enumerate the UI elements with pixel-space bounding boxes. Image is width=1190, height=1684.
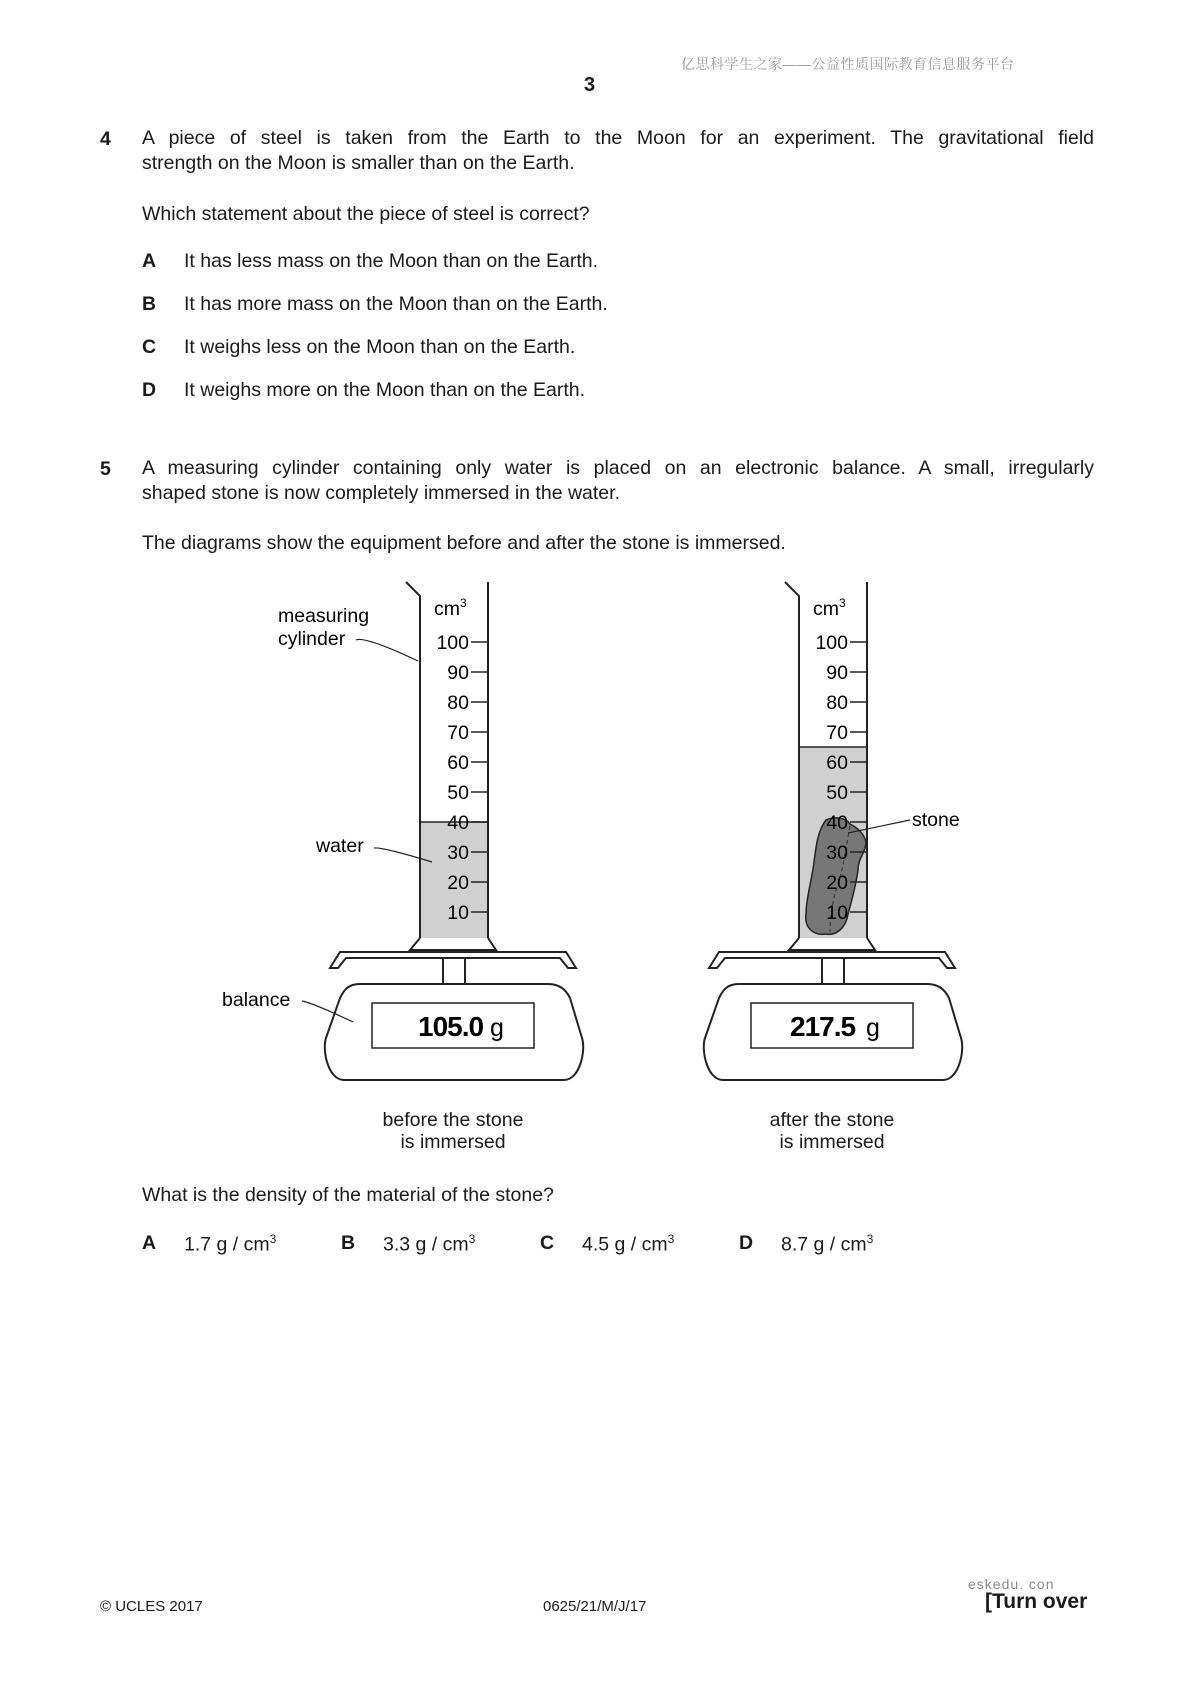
q4-option-b-letter: B xyxy=(142,293,157,315)
after-scale-label: 90 xyxy=(826,662,848,684)
question-4-number: 4 xyxy=(100,128,111,150)
q4-option-d-letter: D xyxy=(142,379,157,401)
after-scale-label: 70 xyxy=(826,722,848,744)
balance-before xyxy=(325,952,583,1080)
after-scale-label: 100 xyxy=(815,632,848,654)
q5-option-b-value: 3.3 g / $cm^3$ xyxy=(383,1232,476,1256)
label-water: water xyxy=(316,835,364,857)
label-balance: balance xyxy=(222,989,291,1011)
question-4-prompt: Which statement about the piece of steel is correct? xyxy=(142,203,590,225)
caption-before xyxy=(343,1109,563,1153)
header-watermark-text: 亿思科学生之家——公益性质国际教育信息服务平台 xyxy=(681,56,1015,72)
caption-after-line1: after the stone xyxy=(769,1109,895,1131)
q5-option-d-letter: D xyxy=(739,1232,754,1254)
q5-option-a-value: 1.7 g / $cm^3$ xyxy=(184,1232,277,1256)
q5-option-c-value: 4.5 g / $cm^3$ xyxy=(582,1232,675,1256)
after-scale-label: 80 xyxy=(826,692,848,714)
before-scale-label: 20 xyxy=(447,872,469,894)
before-scale-label: 90 xyxy=(447,662,469,684)
footer-paper-code: 0625/21/M/J/17 xyxy=(543,1598,647,1615)
before-scale-label: 70 xyxy=(447,722,469,744)
caption-before-line1: before the stone xyxy=(382,1109,524,1131)
q5-option-b-letter: B xyxy=(341,1232,356,1254)
footer-watermark: eskedu. con xyxy=(968,1576,1055,1592)
after-scale-label: 30 xyxy=(826,842,848,864)
balance-after-stem xyxy=(822,958,844,984)
before-scale-label: 40 xyxy=(447,812,469,834)
label-stone: stone xyxy=(912,809,960,831)
before-scale-label: 100 xyxy=(436,632,469,654)
footer-copyright: © UCLES 2017 xyxy=(100,1598,203,1615)
after-scale-label: 50 xyxy=(826,782,848,804)
unit-label-after: $cm^3$ xyxy=(813,596,846,620)
balance-after-unit: g xyxy=(866,1014,880,1042)
question-5-number: 5 xyxy=(100,458,111,480)
q4-option-c-text: It weighs less on the Moon than on the Earth. xyxy=(184,336,576,358)
caption-after-line2: is immersed xyxy=(779,1131,885,1153)
question-5-stem-line1: A measuring cylinder containing only water is placed on an electronic balance. A small, irregularly xyxy=(142,457,1094,479)
before-scale-label: 60 xyxy=(447,752,469,774)
cylinder-before xyxy=(406,582,496,950)
label-measuring: measuring xyxy=(278,605,370,627)
caption-before-line2: is immersed xyxy=(400,1131,506,1153)
after-scale-label: 40 xyxy=(826,812,848,834)
before-scale-label: 30 xyxy=(447,842,469,864)
balance-before-reading: 105.0 xyxy=(418,1011,484,1042)
unit-label-before: $cm^3$ xyxy=(434,596,467,620)
question-5-diagram-intro: The diagrams show the equipment before and after the stone is immersed. xyxy=(142,532,786,554)
footer-turn-over: [Turn over xyxy=(985,1590,1088,1613)
question-4-stem-line1: A piece of steel is taken from the Earth to the Moon for an experiment. The gravitational field xyxy=(142,127,1094,149)
q5-option-c-letter: C xyxy=(540,1232,555,1254)
cylinder-before-base xyxy=(410,938,496,950)
label-cylinder-leader xyxy=(356,639,418,661)
q4-option-a-letter: A xyxy=(142,250,157,272)
before-scale-label: 50 xyxy=(447,782,469,804)
cylinder-after xyxy=(785,582,875,950)
before-scale-label: 80 xyxy=(447,692,469,714)
question-4-stem-line2: strength on the Moon is smaller than on the Earth. xyxy=(142,152,575,174)
before-scale-label: 10 xyxy=(447,902,469,924)
cylinder-after-base xyxy=(789,938,875,950)
after-scale-label: 60 xyxy=(826,752,848,774)
balance-after-reading: 217.5 xyxy=(790,1011,856,1042)
q4-option-c-letter: C xyxy=(142,336,157,358)
label-cylinder: cylinder xyxy=(278,628,346,650)
q5-option-a-letter: A xyxy=(142,1232,157,1254)
q5-option-d-value: 8.7 g / $cm^3$ xyxy=(781,1232,874,1256)
caption-after xyxy=(722,1109,942,1153)
after-scale-label: 10 xyxy=(826,902,848,924)
question-5-prompt: What is the density of the material of the stone? xyxy=(142,1184,554,1206)
balance-after xyxy=(704,952,962,1080)
after-scale-label: 20 xyxy=(826,872,848,894)
balance-before-unit: g xyxy=(490,1014,504,1042)
q4-option-a-text: It has less mass on the Moon than on the Earth. xyxy=(184,250,599,272)
balance-before-stem xyxy=(443,958,465,984)
q4-option-b-text: It has more mass on the Moon than on the Earth. xyxy=(184,293,608,315)
q4-option-d-text: It weighs more on the Moon than on the Earth. xyxy=(184,379,586,401)
page-number: 3 xyxy=(584,74,596,96)
question-5-stem-line2: shaped stone is now completely immersed in the water. xyxy=(142,482,620,504)
